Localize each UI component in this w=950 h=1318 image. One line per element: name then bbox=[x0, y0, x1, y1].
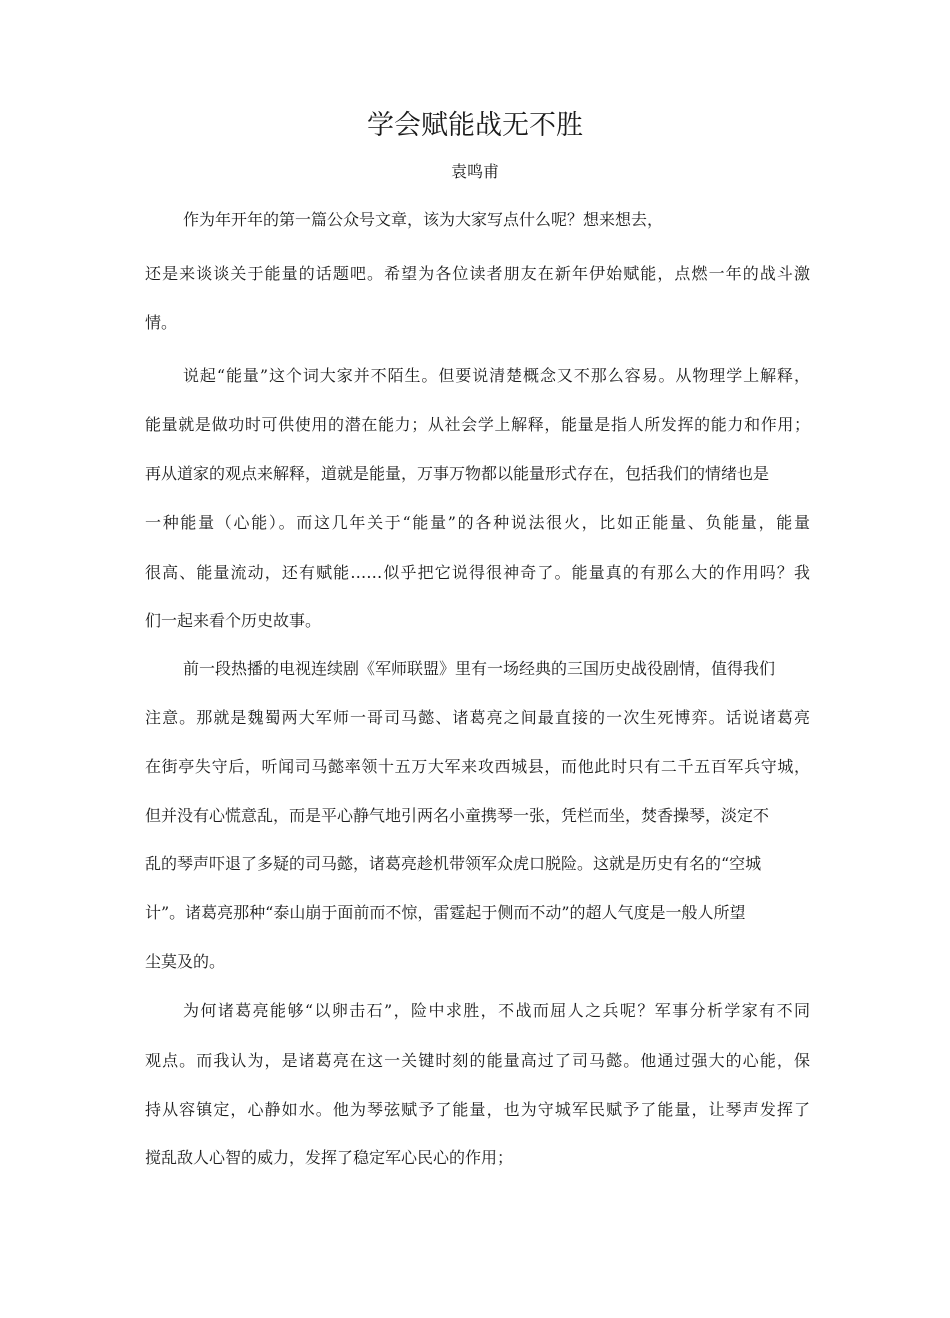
text-line: 说起“能量”这个词大家并不陌生。但要说清楚概念又不那么容易。从物理学上解释， bbox=[183, 366, 810, 385]
text-line: 观点。而我认为，是诸葛亮在这一关键时刻的能量高过了司马懿。他通过强大的心能，保 bbox=[145, 1051, 810, 1070]
text-line: 很高、能量流动，还有赋能……似乎把它说得很神奇了。能量真的有那么大的作用吗？我 bbox=[145, 563, 810, 582]
text-line: 们一起来看个历史故事。 bbox=[145, 611, 322, 630]
text-line: 搅乱敌人心智的威力，发挥了稳定军心民心的作用； bbox=[145, 1148, 514, 1167]
text-line: 作为年开年的第一篇公众号文章，该为大家写点什么呢？想来想去， bbox=[183, 210, 664, 229]
text-line: 注意。那就是魏蜀两大军师一哥司马懿、诸葛亮之间最直接的一次生死博弈。话说诸葛亮 bbox=[145, 708, 810, 727]
text-line: 乱的琴声吓退了多疑的司马懿，诸葛亮趁机带领军众虎口脱险。这就是历史有名的“空城 bbox=[145, 854, 762, 873]
text-line: 尘莫及的。 bbox=[145, 952, 226, 971]
document-title: 学会赋能战无不胜 bbox=[367, 110, 583, 141]
document-author: 袁鸣甫 bbox=[450, 162, 499, 181]
text-line: 一种能量（心能）。而这几年关于“能量”的各种说法很火，比如正能量、负能量，能量 bbox=[145, 513, 810, 532]
text-line: 前一段热播的电视连续剧《军师联盟》里有一场经典的三国历史战役剧情，值得我们 bbox=[183, 659, 776, 678]
text-line: 持从容镇定，心静如水。他为琴弦赋予了能量，也为守城军民赋予了能量，让琴声发挥了 bbox=[145, 1100, 810, 1119]
text-line: 情。 bbox=[145, 313, 178, 332]
text-line: 为何诸葛亮能够“以卵击石”，险中求胜，不战而屈人之兵呢？军事分析学家有不同 bbox=[183, 1001, 810, 1020]
text-line: 计”。诸葛亮那种“泰山崩于面前而不惊，雷霆起于侧而不动”的超人气度是一般人所望 bbox=[145, 903, 746, 922]
text-line: 还是来谈谈关于能量的话题吧。希望为各位读者朋友在新年伊始赋能，点燃一年的战斗激 bbox=[145, 264, 810, 283]
text-line: 但并没有心慌意乱，而是平心静气地引两名小童携琴一张，凭栏而坐，焚香操琴，淡定不 bbox=[145, 806, 770, 825]
text-line: 再从道家的观点来解释，道就是能量，万事万物都以能量形式存在，包括我们的情绪也是 bbox=[145, 464, 770, 483]
text-line: 能量就是做功时可供使用的潜在能力；从社会学上解释，能量是指人所发挥的能力和作用； bbox=[145, 415, 810, 434]
text-line: 在街亭失守后，听闻司马懿率领十五万大军来攻西城县，而他此时只有二千五百军兵守城， bbox=[145, 757, 810, 776]
